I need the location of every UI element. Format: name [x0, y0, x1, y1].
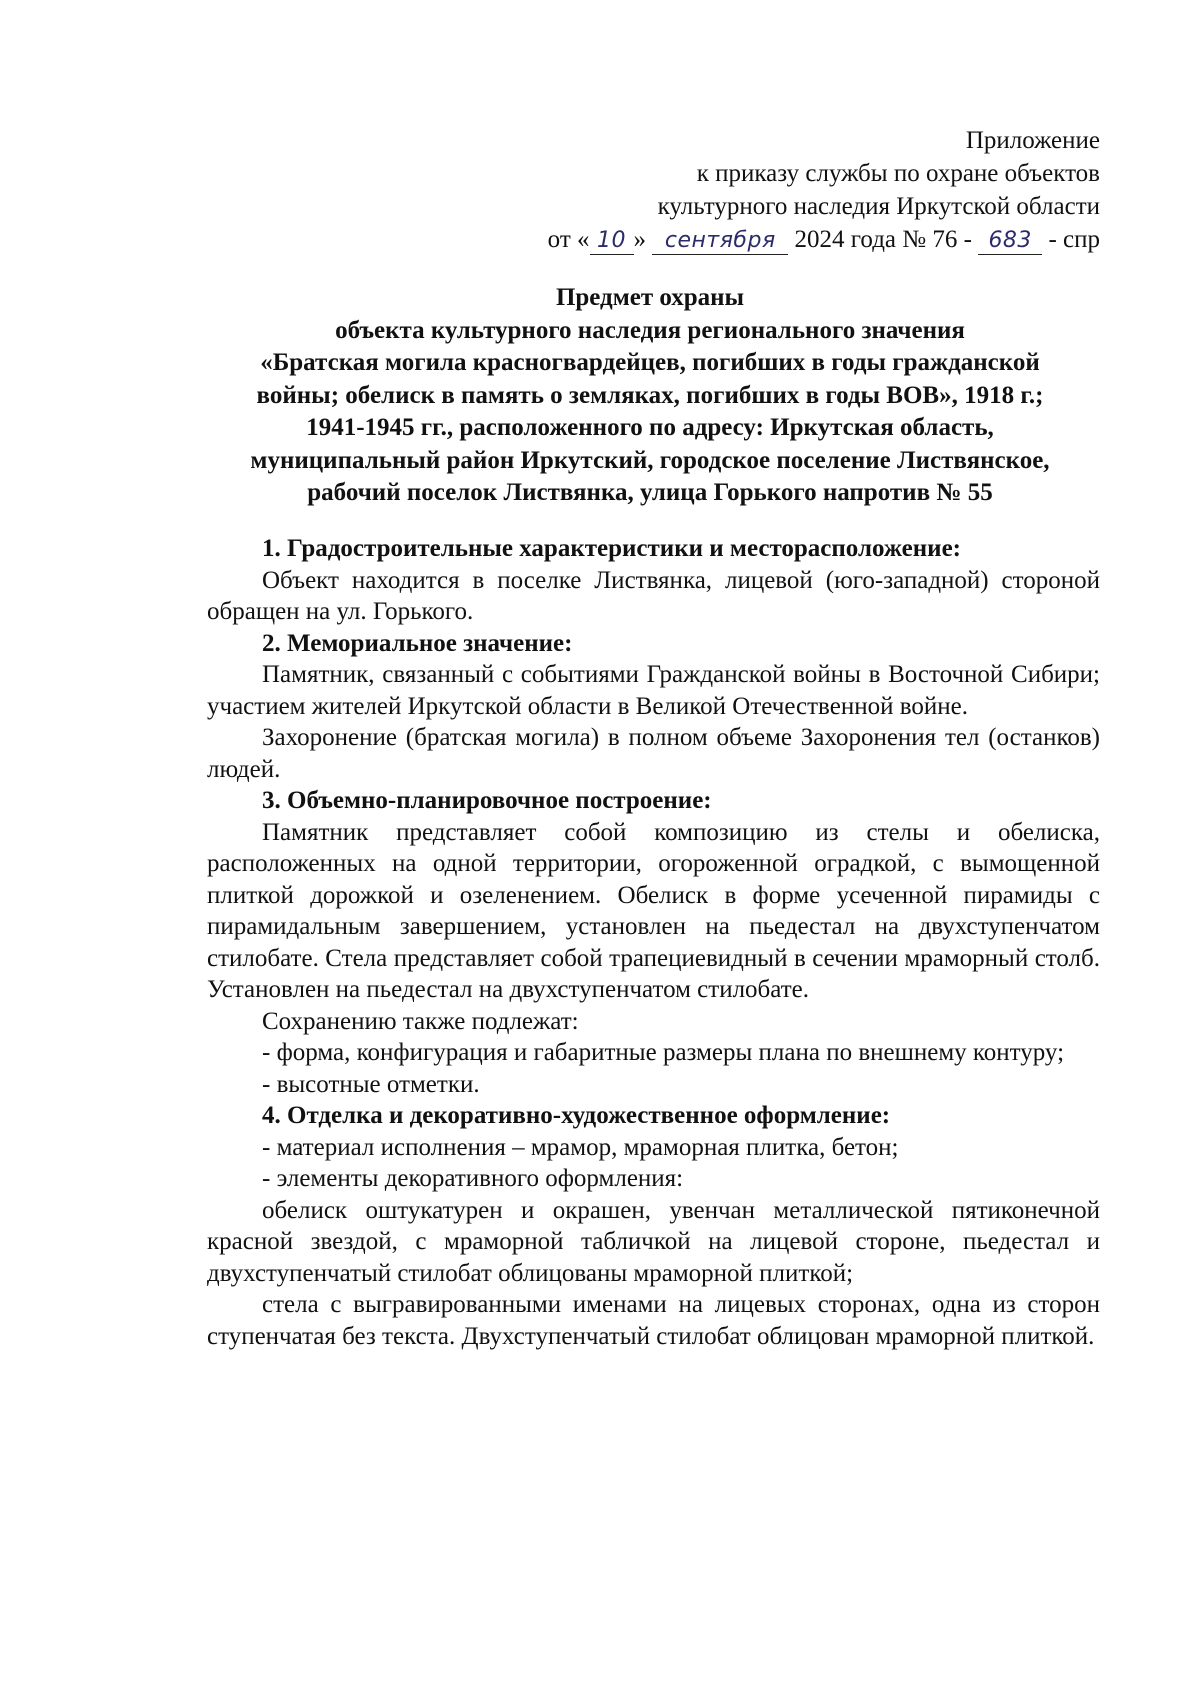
title-line-7: рабочий поселок Листвянка, улица Горького напротив № 55 [307, 479, 993, 506]
section-1-paragraph: Объект находится в поселке Листвянка, лицевой (юго-западной) стороной обращен на ул. Горького. [207, 566, 1100, 625]
section-2-paragraph-1: Памятник, связанный с событиями Гражданской войны в Восточной Сибири; участием жителей Иркутской области в Великой Отечественной войне. [207, 661, 1100, 720]
title-line-1: Предмет охраны [555, 284, 745, 311]
section-3-list-item-1: - форма, конфигурация и габаритные размеры плана по внешнему контуру; [262, 1039, 1065, 1066]
section-4-heading: 4. Отделка и декоративно-художественное оформление: [262, 1102, 891, 1129]
title-line-5: 1941-1945 гг., расположенного по адресу: Иркутская область, [306, 414, 994, 441]
appendix-label: Приложение [965, 127, 1100, 154]
handwritten-day: 10 [590, 228, 634, 255]
document-body [207, 533, 1100, 1352]
title-line-3: «Братская могила красногвардейцев, погибших в годы гражданской [260, 349, 1040, 376]
section-2-paragraph-2: Захоронение (братская могила) в полном объеме Захоронения тел (останков) людей. [207, 724, 1100, 783]
year-text: 2024 года № 76 - [794, 226, 972, 253]
handwritten-order-number: 683 [978, 228, 1042, 255]
section-4-list-item-1: - материал исполнения – мрамор, мраморная плитка, бетон; [262, 1133, 899, 1161]
title-line-4: войны; обелиск в память о земляках, погибших в годы ВОВ», 1918 г.; [256, 381, 1044, 409]
order-suffix: - спр [1048, 226, 1100, 253]
appendix-header [450, 124, 1100, 256]
handwritten-month: сентября [652, 228, 788, 255]
section-4-list-item-2: - элементы декоративного оформления: [262, 1165, 684, 1192]
section-4-paragraph-1: обелиск оштукатурен и окрашен, увенчан металлической пятиконечной красной звездой, с мраморной табличкой на лицевой стороне, пьедестал и двухступенчатый стилобат облицованы мраморной плиткой; [207, 1196, 1100, 1287]
date-mid: » [633, 226, 647, 253]
section-1-heading: 1. Градостроительные характеристики и месторасположение: [262, 535, 961, 562]
title-line-6: муниципальный район Иркутский, городское поселение Листвянское, [250, 446, 1050, 474]
section-3-paragraph-1: Памятник представляет собой композицию из стелы и обелиска, расположенных на одной территории, огороженной оградкой, с вымощенной плиткой дорожкой и озеленением. Обелиск в форме усеченной пирамиды с пирамидальным завершением, установлен на пьедестал на двухступенчатом стилобате. Стела представляет собой трапециевидный в сечении мраморный столб. Установлен на пьедестал на двухступенчатом стилобате. [207, 818, 1100, 1003]
authority-line: культурного наследия Иркутской области [657, 193, 1100, 220]
date-prefix: от « [547, 226, 590, 253]
order-date-line [450, 223, 1100, 256]
section-3-heading: 3. Объемно-планировочное построение: [262, 787, 712, 814]
section-3-list-item-2: - высотные отметки. [262, 1070, 480, 1098]
document-title [200, 282, 1100, 510]
section-3-paragraph-2: Сохранению также подлежат: [262, 1007, 579, 1035]
title-line-2: объекта культурного наследия регионального значения [335, 316, 965, 344]
section-2-heading: 2. Мемориальное значение: [262, 629, 573, 657]
order-reference-line: к приказу службы по охране объектов [696, 160, 1100, 187]
section-4-paragraph-2: стела с выгравированными именами на лицевых сторонах, одна из сторон ступенчатая без текста. Двухступенчатый стилобат облицован мраморной плиткой. [207, 1291, 1100, 1350]
